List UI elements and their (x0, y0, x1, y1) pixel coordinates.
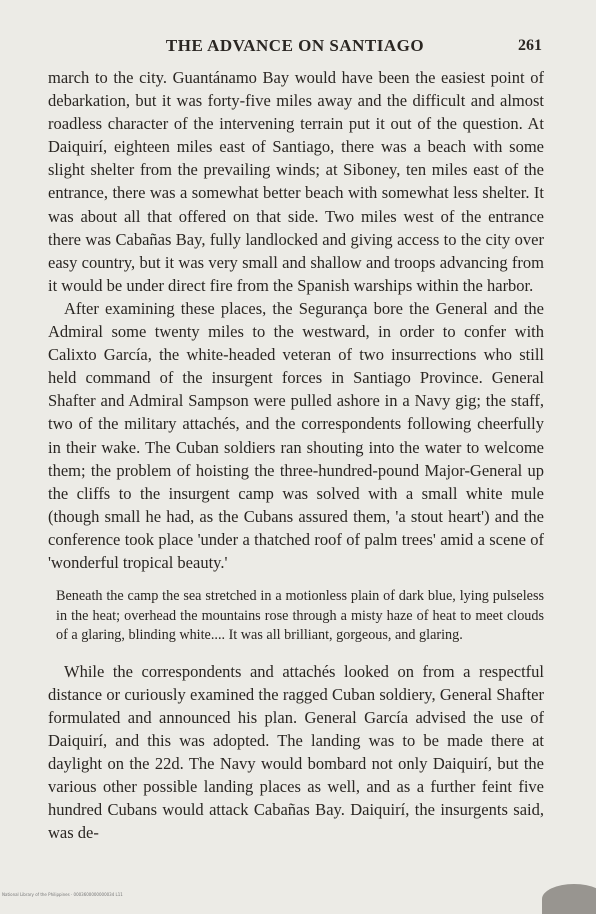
paragraph-3: While the correspondents and attachés looked on from a respectful distance or curiously examined the ragged Cuban soldiery, General Shafter formulated and announced his plan. General García advised the use of Daiquirí, and this was adopted. The landing was to be made there at daylight on the 22d. The Navy would bombard not only Daiquirí, but the various other possible landing places as well, and as a further feint five hundred Cubans would attack Cabañas Bay. Daiquirí, the insurgents said, was de- (48, 661, 544, 843)
page-header (48, 36, 542, 58)
page-corner-shadow (542, 884, 596, 914)
block-quote: Beneath the camp the sea stretched in a motionless plain of dark blue, lying pulseless in the heat; overhead the mountains rose through a misty haze of heat to meet clouds of a glaring, blinding white.... It was all brilliant, gorgeous, and glaring. (56, 588, 544, 644)
paragraph-2: After examining these places, the Segurança bore the General and the Admiral some twenty miles to the westward, in order to confer with Calixto García, the white-headed veteran of two insurrections who still held command of the insurgent forces in Santiago Province. General Shafter and Admiral Sampson were pulled ashore in a Navy gig; the staff, two of the military attachés, and the correspondents following cheerfully in their wake. The Cuban soldiers ran shouting into the water to welcome them; the problem of hoisting the three-hundred-pound Major-General up the cliffs to the insurgent camp was solved with a small white mule (though small he had, as the Cubans assured them, 'a stout heart') and the conference took place 'under a thatched roof of palm trees' amid a scene of 'wonderful tropical beauty.' (48, 298, 544, 572)
running-head: THE ADVANCE ON SANTIAGO (165, 36, 425, 55)
paragraph-1: march to the city. Guantánamo Bay would have been the easiest point of debarkation, but it was forty-five miles away and the difficult and almost roadless character of the intervening terrain put it out of the question. At Daiquirí, eighteen miles east of Santiago, there was a beach with some slight shelter from the prevailing winds; at Siboney, ten miles east of the entrance, there was a somewhat better beach with somewhat less shelter. It was about all that offered on that side. Two miles west of the entrance there was Cabañas Bay, fully landlocked and giving access to the city over easy country, but it was very small and shallow and troops advancing from it would be under direct fire from the Spanish warships within the harbor. (48, 68, 544, 295)
scan-footer-note: National Library of the Philippines · 0003600000000034 L11 (2, 892, 123, 897)
page-number: 261 (518, 37, 542, 54)
body-text (48, 66, 544, 844)
